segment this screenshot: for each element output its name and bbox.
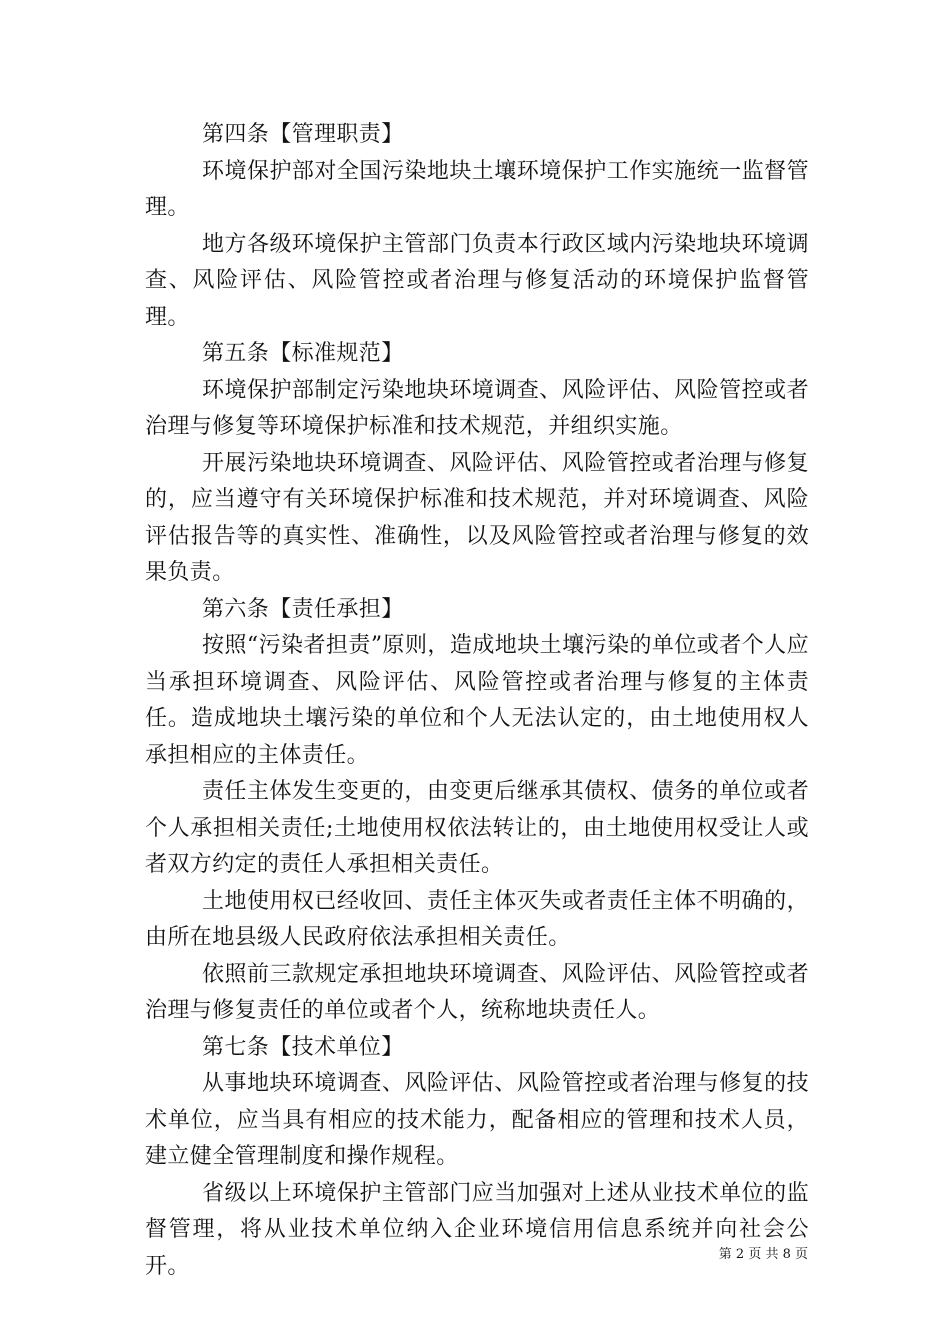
paragraph: 依照前三款规定承担地块环境调查、风险评估、风险管控或者治理与修复责任的单位或者个人，统称地块责任人。 <box>145 961 809 1023</box>
paragraph: 按照“污染者担责”原则，造成地块土壤污染的单位或者个人应当承担环境调查、风险评估、风险管控或者治理与修复的主体责任。造成地块土壤污染的单位和个人无法认定的，由土地使用权人承担相应的主体责任。 <box>145 633 809 768</box>
paragraph: 地方各级环境保护主管部门负责本行政区域内污染地块环境调查、风险评估、风险管控或者治理与修复活动的环境保护监督管理。 <box>145 231 809 330</box>
article-heading: 第七条【技术单位】 <box>202 1034 404 1060</box>
article-heading: 第四条【管理职责】 <box>202 122 404 147</box>
paragraph: 开展污染地块环境调查、风险评估、风险管控或者治理与修复的，应当遵守有关环境保护标准和技术规范，并对环境调查、风险评估报告等的真实性、准确性，以及风险管控或者治理与修复的效果负责。 <box>145 450 809 585</box>
paragraph: 环境保护部制定污染地块环境调查、风险评估、风险管控或者治理与修复等环境保护标准和技术规范，并组织实施。 <box>145 377 809 439</box>
paragraph: 环境保护部对全国污染地块土壤环境保护工作实施统一监督管理。 <box>145 158 809 220</box>
article-heading: 第五条【标准规范】 <box>202 341 404 366</box>
paragraph: 责任主体发生变更的，由变更后继承其债权、债务的单位或者个人承担相关责任;土地使用权依法转让的，由土地使用权受让人或者双方约定的责任人承担相关责任。 <box>145 779 809 877</box>
article-heading: 第六条【责任承担】 <box>202 596 404 622</box>
paragraph: 土地使用权已经收回、责任主体灭失或者责任主体不明确的，由所在地县级人民政府依法承担相关责任。 <box>145 888 809 950</box>
paragraph: 省级以上环境保护主管部门应当加强对上述从业技术单位的监督管理，将从业技术单位纳入企业环境信用信息系统并向社会公开。 <box>145 1180 809 1279</box>
document-body <box>145 117 809 1285</box>
paragraph: 从事地块环境调查、风险评估、风险管控或者治理与修复的技术单位，应当具有相应的技术能力，配备相应的管理和技术人员，建立健全管理制度和操作规程。 <box>145 1071 809 1169</box>
page-number-footer: 第 2 页 共 8 页 <box>718 1247 808 1262</box>
